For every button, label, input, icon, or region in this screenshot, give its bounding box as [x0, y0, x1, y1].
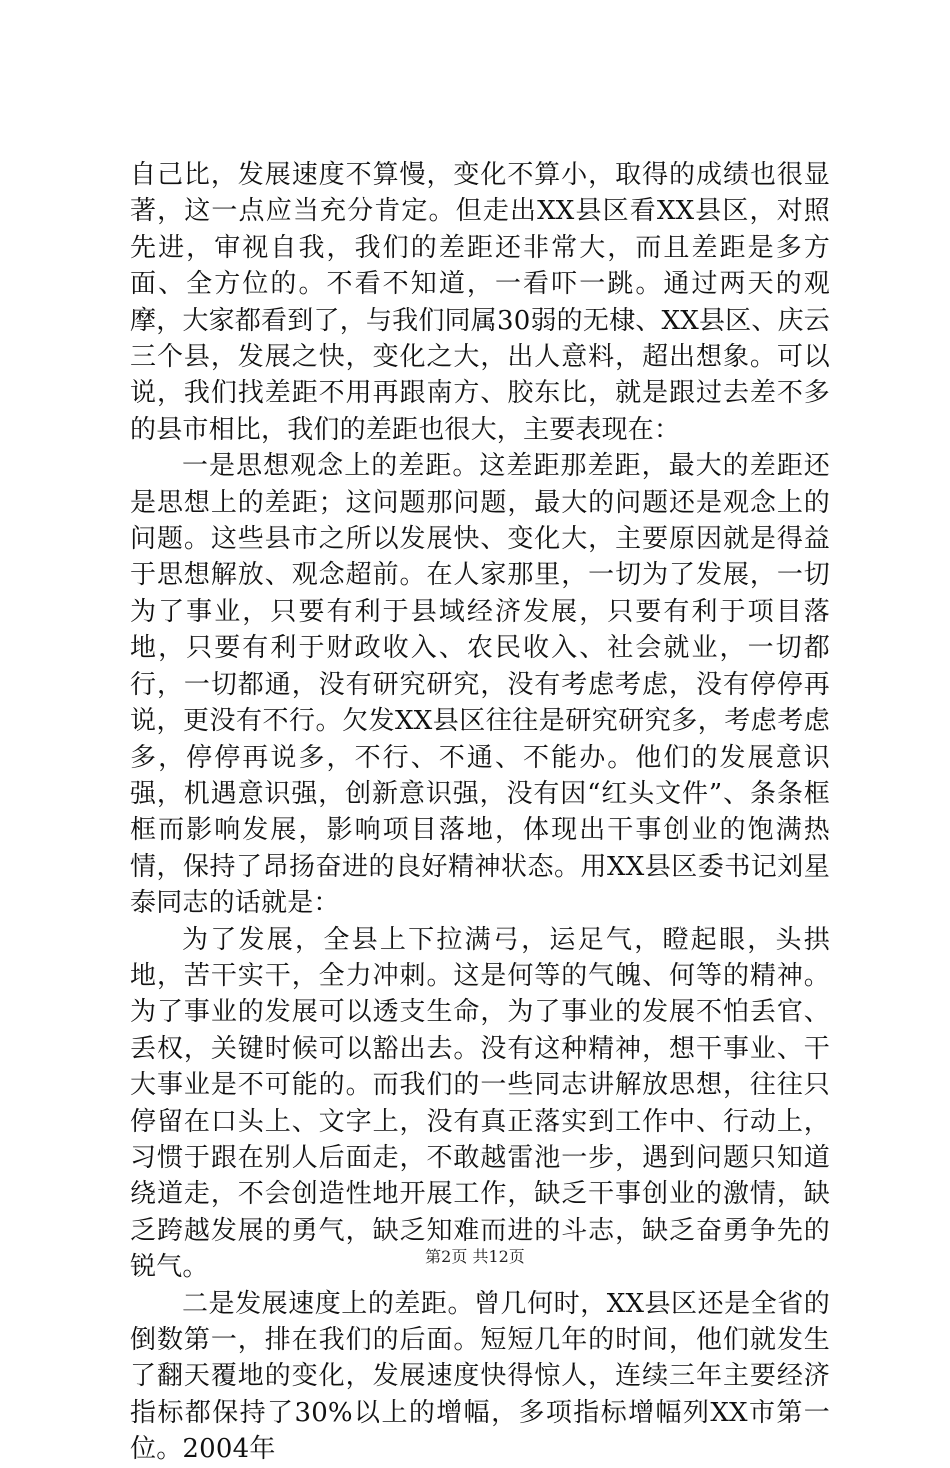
paragraph-ideology-gap: 一是思想观念上的差距。这差距那差距，最大的差距还是思想上的差距；这问题那问题，最大的问题还是观念上的问题。这些县市之所以发展快、变化大，主要原因就是得益于思想解放、观念超前。在人家那里，一切为了发展，一切为了事业，只要有利于县域经济发展，只要有利于项目落地，只要有利于财政收入、农民收入、社会就业，一切都行，一切都通，没有研究研究，没有考虑考虑，没有停停再说，更没有不行。欠发XX县区往往是研究研究多，考虑考虑多，停停再说多，不行、不通、不能办。他们的发展意识强，机遇意识强，创新意识强，没有因“红头文件”、条条框框而影响发展，影响项目落地，体现出干事创业的饱满热情，保持了昂扬奋进的良好精神状态。用XX县区委书记刘星泰同志的话就是： [130, 451, 830, 919]
paragraph-continuation: 自己比，发展速度不算慢，变化不算小，取得的成绩也很显著，这一点应当充分肯定。但走出XX县区看XX县区，对照先进，审视自我，我们的差距还非常大，而且差距是多方面、全方位的。不看不知道，一看吓一跳。通过两天的观摩，大家都看到了，与我们同属30弱的无棣、XX县区、庆云三个县，发展之快，变化之大，出人意料，超出想象。可以说，我们找差距不用再跟南方、胶东比，就是跟过去差不多的县市相比，我们的差距也很大，主要表现在： [130, 160, 830, 445]
document-body [130, 157, 830, 1468]
paragraph-speed-gap: 二是发展速度上的差距。曾几何时，XX县区还是全省的倒数第一，排在我们的后面。短短几年的时间，他们就发生了翻天覆地的变化，发展速度快得惊人，连续三年主要经济指标都保持了30%以上的增幅，多项指标增幅列XX市第一位。2004年 [130, 1288, 830, 1465]
page-number-footer: 第2页 共12页 [425, 1247, 525, 1266]
paragraph-development-spirit: 为了发展，全县上下拉满弓，运足气，瞪起眼，头拱地，苦干实干，全力冲刺。这是何等的气魄、何等的精神。为了事业的发展可以透支生命，为了事业的发展不怕丢官、丢权，关键时候可以豁出去。没有这种精神，想干事业、干大事业是不可能的。而我们的一些同志讲解放思想，往往只停留在口头上、文字上，没有真正落实到工作中、行动上，习惯于跟在别人后面走，不敢越雷池一步，遇到问题只知道绕道走，不会创造性地开展工作，缺乏干事创业的激情，缺乏跨越发展的勇气，缺乏知难而进的斗志，缺乏奋勇争先的锐气。 [130, 924, 830, 1283]
